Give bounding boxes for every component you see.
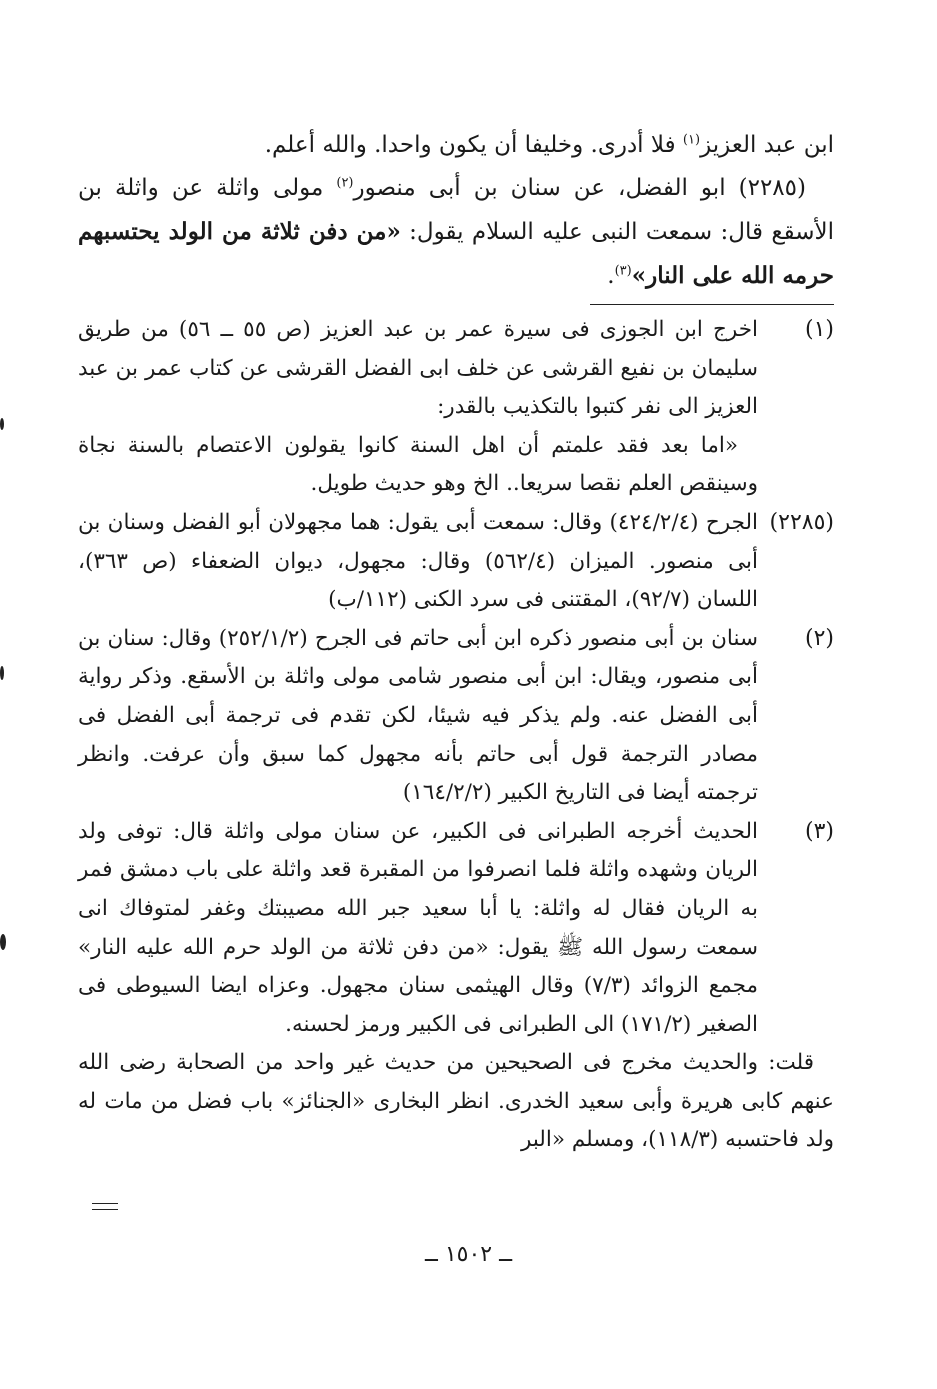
footnote-text: الحديث أخرجه الطبرانى فى الكبير، عن سنان مولى واثلة قال: توفى ولد الريان وشهده واثلة فلما انصرفوا من المقبرة قعد واثلة على باب دمشق فمر به الريان فقال له واثلة: يا أبا سعيد جبر الله مصيبتك وغفر لمتوفاك انى سمعت رسول الله ﷺ يقول: «من دفن ثلاثة من الولد حرم الله عليه النار» مجمع الزوائد (٧/٣) وقال الهيثمى سنان مجهول. وعزاه ايضا السيوطى فى الصغير (١٧١/٢) الى الطبرانى فى الكبير ورمز لحسنه. (78, 818, 758, 1037)
scan-speck (0, 666, 4, 680)
text-run: (٢٢٨٥) ابو الفضل، عن سنان بن أبى منصور (353, 175, 806, 201)
page-number: ــ ١٥٠٢ ــ (424, 1242, 513, 1267)
footnote-number: (٣) (804, 818, 834, 844)
continuation-mark (92, 1203, 118, 1210)
footnote-separator (590, 304, 834, 305)
footnote-body (78, 813, 758, 1045)
scan-speck (0, 934, 6, 950)
text-run: . (607, 263, 615, 289)
footnote-number: (٢) (804, 625, 834, 651)
footnote-3 (78, 813, 834, 1045)
footnote-2285 (78, 504, 834, 620)
footnote-body (78, 620, 758, 813)
main-paragraph-2 (78, 167, 834, 298)
page-body (78, 124, 834, 1160)
footnote-number: (١) (804, 317, 834, 342)
main-paragraph-1 (78, 124, 834, 167)
text-run: ابن عبد العزيز (700, 132, 834, 158)
closing-note: قلت: والحديث مخرج فى الصحيحين من حديث غير واحد من الصحابة رضى الله عنهم كابى هريرة وأبى سعيد الخدرى. انظر البخارى «الجنائز» باب فضل من مات له ولد فاحتسبه (١١٨/٣)، ومسلم «البر (78, 1050, 834, 1153)
footnote-2 (78, 620, 834, 813)
footnote-text: الجرح (٤٢٤/٢/٤) وقال: سمعت أبى يقول: هما مجهولان أبو الفضل وسنان بن أبى منصور. الميزان (٥٦٢/٤) وقال: مجهول، ديوان الضعفاء (ص ٣٦٣)، اللسان (٩٢/٧)، المقتنى فى سرد الكنى (١١٢/ب) (78, 509, 759, 613)
scan-speck (0, 418, 4, 430)
footnote-quote: «اما بعد فقد علمتم أن اهل السنة كانوا يقولون الاعتصام بالسنة نجاة وسينقص العلم نقصا سريعا.. الخ وهو حديث طويل. (78, 432, 758, 497)
footnote-number: (٢٢٨٥) (769, 509, 834, 535)
main-text (78, 124, 834, 298)
footnote-body (78, 504, 758, 620)
footnote-text: سنان بن أبى منصور ذكره ابن أبى حاتم فى الجرح (٢٥٢/١/٢) وقال: سنان بن أبى منصور، ويقال: ابن أبى منصور شامى مولى واثلة بن الأسقع. وذكر رواية أبى الفضل عنه. ولم يذكر فيه شيئا، لكن تقدم فى ترجمة أبى الفضل فى مصادر الترجمة قول أبى حاتم بأنه مجهول كما سبق وأن عرفت. وانظر ترجمته أيضا فى التاريخ الكبير (١٦٤/٢/٢) (78, 625, 758, 806)
footnote-ref: (١) (682, 132, 701, 148)
text-run: مولى واثلة عن واثلة بن الأسقع قال: سمعت النبى عليه السلام يقول: (78, 175, 835, 245)
footnote-text: اخرج ابن الجوزى فى سيرة عمر بن عبد العزيز (ص ٥٥ ــ ٥٦) من طريق سليمان بن نفيع القرشى عن خلف ابى الفضل القرشى عن كتاب عمر بن عبد العزيز الى نفر كتبوا بالتكذيب بالقدر: (78, 317, 758, 420)
footnote-body (78, 311, 758, 504)
footnote-ref: (٣) (614, 263, 632, 279)
footnote-1 (78, 311, 834, 504)
footnote-ref: (٢) (336, 175, 354, 191)
text-run: فلا أدرى. وخليفا أن يكون واحدا. والله أعلم. (264, 132, 683, 158)
hadith-quote: «من دفن ثلاثة من الولد يحتسبهم حرمه الله على النار» (78, 218, 834, 289)
